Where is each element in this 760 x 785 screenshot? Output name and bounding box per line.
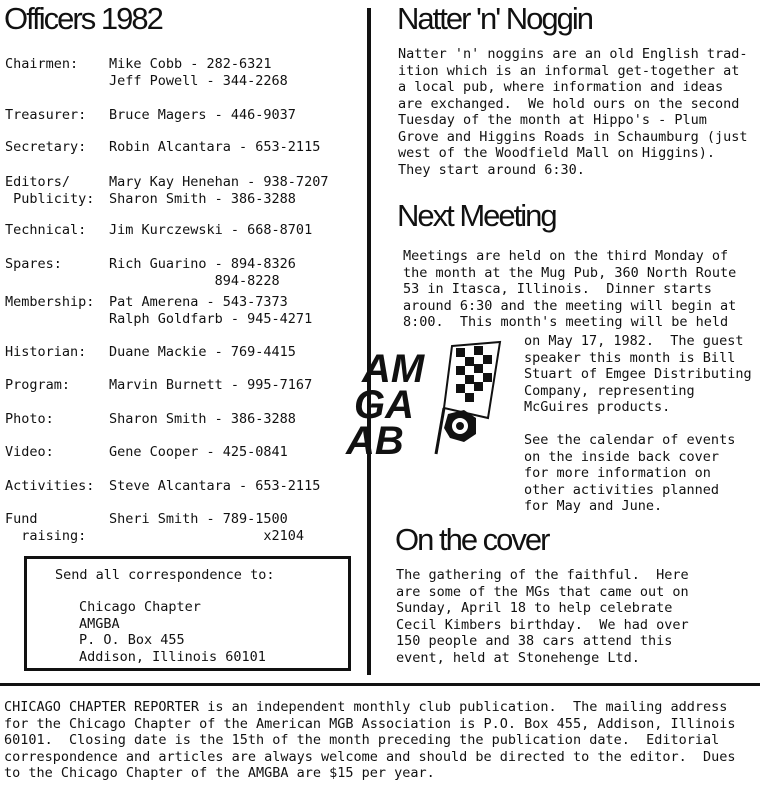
address-line: Addison, Illinois 60101 xyxy=(79,648,266,665)
correspondence-box xyxy=(24,556,351,671)
next-meeting-body: Meetings are held on the third Monday of the month at the Mug Pub, 360 North Route 53 in Itasca, Illinois. Dinner starts around 6:30 and the meeting will begin at 8:00. This month's meeting will be held xyxy=(403,248,737,330)
correspondence-title: Send all correspondence to: xyxy=(55,567,275,583)
officer-label: Chairmen: xyxy=(5,56,79,72)
officer-label: Membership: xyxy=(5,294,95,310)
officer-name: 894-8228 xyxy=(109,273,280,289)
officer-name: Marvin Burnett - 995-7167 xyxy=(109,377,313,393)
officer-name: Mike Cobb - 282-6321 xyxy=(109,56,272,72)
officer-label: Spares: xyxy=(5,256,62,272)
officer-name: Sheri Smith - 789-1500 xyxy=(109,511,288,527)
address-line: P. O. Box 455 xyxy=(79,632,185,648)
officer-name: Sharon Smith - 386-3288 xyxy=(109,191,296,207)
mailing-address xyxy=(79,599,266,665)
officer-name: Jeff Powell - 344-2268 xyxy=(109,73,288,89)
footer-divider xyxy=(0,683,760,686)
officer-name: x2104 xyxy=(109,528,305,544)
officer-label: Program: xyxy=(5,377,71,393)
logo-letters: GA xyxy=(354,383,414,427)
officer-name: Duane Mackie - 769-4415 xyxy=(109,344,296,360)
cover-body: The gathering of the faithful. Here are some of the MGs that came out on Sunday, April 18 to help celebrate Cecil Kimbers birthday. We had over 150 people and 38 cars attend this event, held at Stonehenge Ltd. xyxy=(396,567,689,666)
officer-name: Jim Kurczewski - 668-8701 xyxy=(109,222,313,238)
officer-name: Sharon Smith - 386-3288 xyxy=(109,411,296,427)
next-meeting-body-continued: on May 17, 1982. The guest speaker this month is Bill Stuart of Emgee Distributing Company, representing McGuires products. xyxy=(524,333,752,415)
cover-heading: On the cover xyxy=(395,522,549,557)
logo-letters: AM xyxy=(362,347,425,391)
officer-name: Bruce Magers - 446-9037 xyxy=(109,107,296,123)
footer-text: CHICAGO CHAPTER REPORTER is an independent monthly club publication. The mailing address for the Chicago Chapter of the American MGB Association is P.O. Box 455, Addison, Illinois 60101. Closing date is the 15th of the month preceding the publication date. Editorial correspondence and articles are always welcome and should be directed to the editor. Dues to the Chicago Chapter of the AMGBA are $15 per year. xyxy=(4,699,736,781)
amgba-logo xyxy=(340,338,520,458)
officer-label: Secretary: xyxy=(5,139,87,155)
logo-letters: AB xyxy=(346,419,404,458)
officer-label: Fund raising: xyxy=(5,511,87,544)
officer-label: Video: xyxy=(5,444,54,460)
officer-label: Editors/ Publicity: xyxy=(5,174,95,207)
officer-name: Steve Alcantara - 653-2115 xyxy=(109,478,321,494)
address-line: Chicago Chapter xyxy=(79,599,201,615)
officer-label: Technical: xyxy=(5,222,87,238)
address-line: AMGBA xyxy=(79,615,120,632)
officer-label: Historian: xyxy=(5,344,87,360)
officer-name: Gene Cooper - 425-0841 xyxy=(109,444,288,460)
officer-name: Rich Guarino - 894-8326 xyxy=(109,256,296,272)
calendar-note: See the calendar of events on the inside back cover for more information on other activities planned for May and June. xyxy=(524,432,736,514)
next-meeting-heading: Next Meeting xyxy=(397,198,556,233)
officer-label: Treasurer: xyxy=(5,107,87,123)
natter-body: Natter 'n' noggins are an old English trad- ition which is an informal get-together at a local pub, where information and ideas are exchanged. We hold ours on the second Tuesday of the month at Hippo's - Plum Grove and Higgins Roads in Schaumburg (just west of the Woodfield Mall on Higgins). They start around 6:30. xyxy=(398,46,748,178)
officer-label: Activities: xyxy=(5,478,95,494)
officer-name: Robin Alcantara - 653-2115 xyxy=(109,139,321,155)
officer-name: Ralph Goldfarb - 945-4271 xyxy=(109,311,313,327)
officer-label: Photo: xyxy=(5,411,54,427)
officer-name: Pat Amerena - 543-7373 xyxy=(109,294,288,310)
natter-heading: Natter 'n' Noggin xyxy=(397,1,592,36)
officers-heading: Officers 1982 xyxy=(4,1,162,36)
officer-name: Mary Kay Henehan - 938-7207 xyxy=(109,174,329,190)
